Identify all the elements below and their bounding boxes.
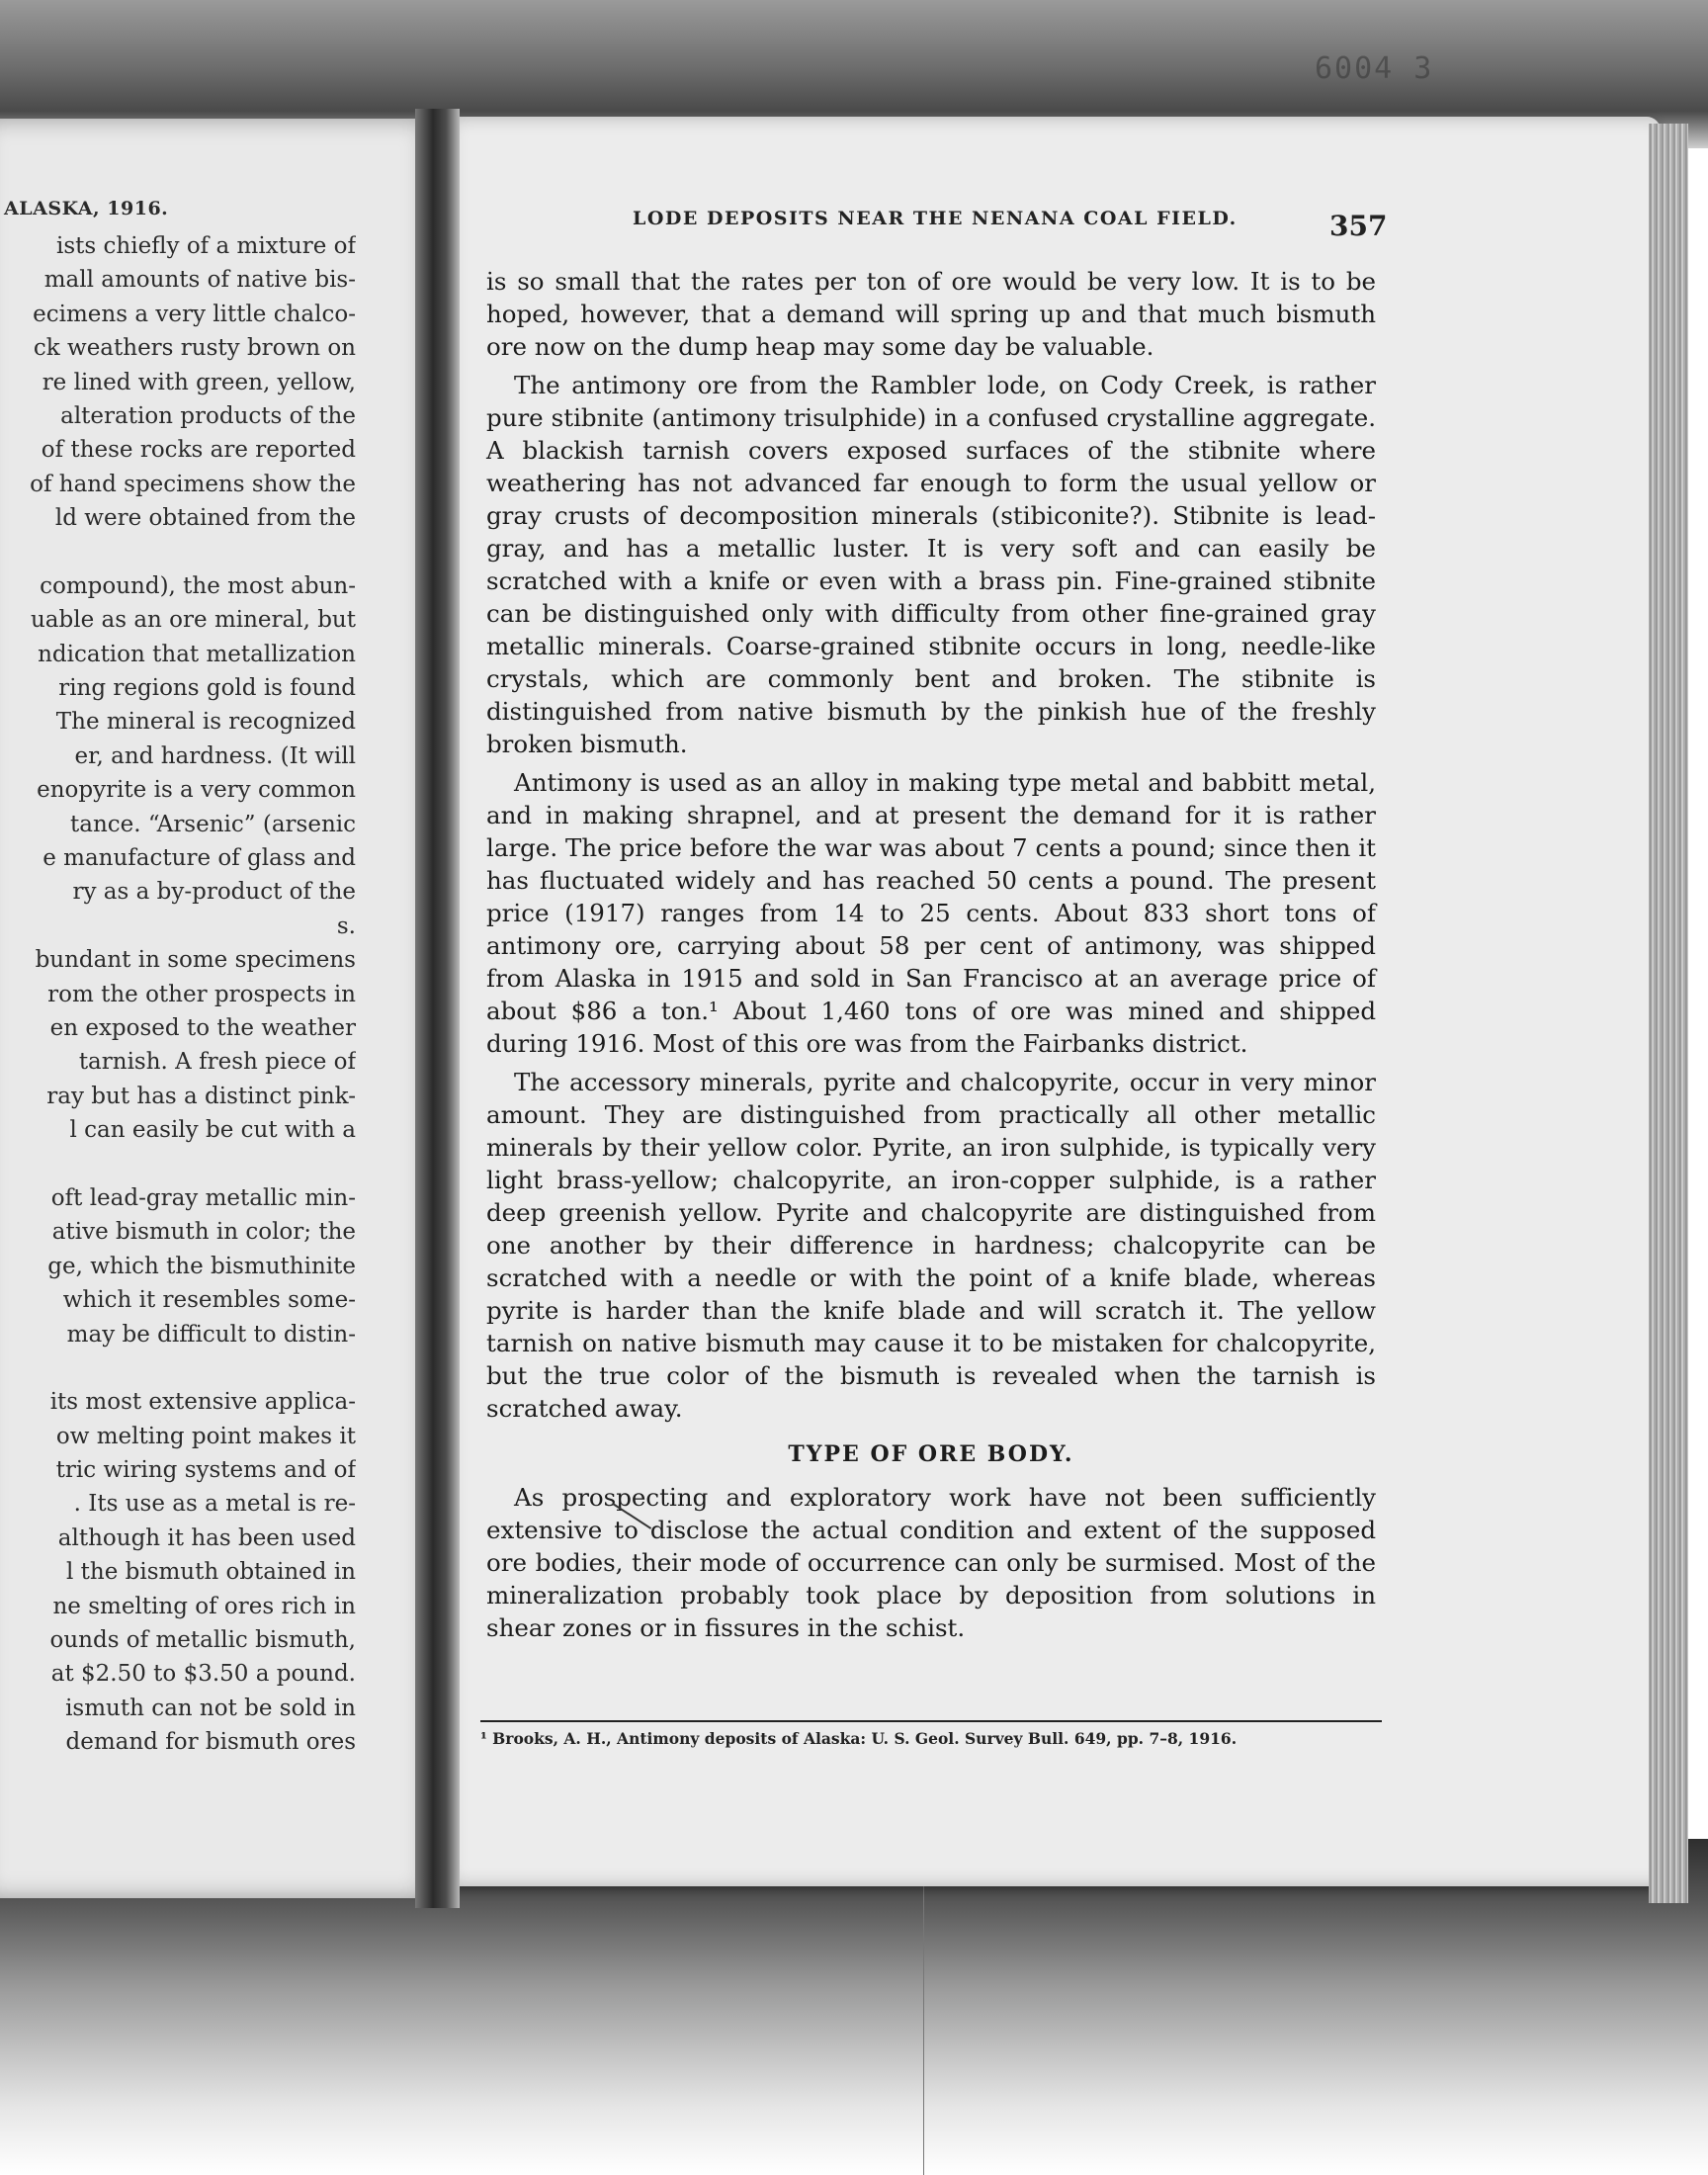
- left-page-line: s.: [336, 913, 356, 939]
- left-page-line: enopyrite is a very common: [37, 777, 356, 804]
- left-page-line: ecimens a very little chalco-: [33, 301, 356, 327]
- left-page-line: ray but has a distinct pink-: [46, 1083, 356, 1109]
- left-page-line: of hand specimens show the: [30, 471, 356, 497]
- left-page-line: demand for bismuth ores: [65, 1729, 356, 1756]
- left-page-line: ld were obtained from the: [54, 505, 356, 532]
- paragraph: As prospecting and exploratory work have not been sufficiently extensive to disclose the actual condition and extent of the supposed ore bodies, their mode of occurrence can only be surmised. Most of the mineralization probably took place by deposition from solutions in shear zones or in fissures in the schist.: [486, 1483, 1376, 1642]
- left-page-line: [0, 1148, 356, 1181]
- left-page-line: en exposed to the weather: [49, 1014, 356, 1041]
- left-page-line: l can easily be cut with a: [69, 1117, 356, 1144]
- left-page-line: re lined with green, yellow,: [42, 369, 356, 395]
- left-page-line: rom the other prospects in: [47, 981, 356, 1007]
- left-running-head: ALASKA, 1916.: [4, 198, 169, 219]
- left-page-line: compound), the most abun-: [40, 572, 356, 599]
- left-page-line: The mineral is recognized: [55, 709, 356, 736]
- left-page-line: of these rocks are reported: [41, 437, 356, 464]
- paragraph: The antimony ore from the Rambler lode, on Cody Creek, is rather pure stibnite (antimony trisulphide) in a confused crystalline aggregate. A blackish tarnish covers exposed surfaces of the stibnite where weathering has not advanced far enough to form the usual yellow or gray crusts of decomposition minerals (stibiconite?). Stibnite is lead-gray, and has a metallic luster. It is very soft and can easily be scratched with a knife or even with a brass pin. Fine-grained stibnite can be distinguished only with difficulty from other fine-grained gray metallic minerals. Coarse-grained stibnite occurs in long, needle-like crystals, which are commonly bent and broken. The stibnite is distinguished from native bismuth by the pinkish hue of the freshly broken bismuth.: [486, 371, 1376, 758]
- left-page-line: er, and hardness. (It will: [74, 742, 356, 769]
- left-page-line: tarnish. A fresh piece of: [78, 1049, 356, 1076]
- left-page-line: alteration products of the: [60, 402, 356, 429]
- section-heading: TYPE OF ORE BODY.: [788, 1441, 1074, 1467]
- left-page-line: ative bismuth in color; the: [51, 1219, 356, 1246]
- left-page-line: ow melting point makes it: [55, 1423, 356, 1449]
- left-page-line: ndication that metallization: [38, 641, 356, 667]
- page-number: 357: [1329, 210, 1388, 242]
- left-page-line: tric wiring systems and of: [55, 1457, 356, 1484]
- left-page-line: ck weathers rusty brown on: [33, 335, 356, 362]
- left-page-line: [0, 1351, 356, 1385]
- left-page-text: [0, 229, 356, 1760]
- left-page-line: [0, 536, 356, 569]
- left-page-line: tance. “Arsenic” (arsenic: [70, 811, 356, 837]
- left-page-line: ne smelting of ores rich in: [52, 1593, 356, 1619]
- left-page-line: mall amounts of native bis-: [43, 267, 356, 294]
- left-page-line: ring regions gold is found: [58, 675, 356, 702]
- paragraph: The accessory minerals, pyrite and chalcopyrite, occur in very minor amount. They are distinguished from practically all other metallic minerals by their yellow color. Pyrite, an iron sulphide, is typically very light brass-yellow; chalcopyrite, an iron-copper sulphide, is a rather deep greenish yellow. Pyrite and chalcopyrite are distinguished from one another by their difference in hardness; chalcopyrite can be scratched with a needle or with the point of a knife blade, whereas pyrite is harder than the knife blade and will scratch it. The yellow tarnish on native bismuth may cause it to be mistaken for chalcopyrite, but the true color of the bismuth is revealed when the tarnish is scratched away.: [486, 1068, 1376, 1423]
- left-page-line: . Its use as a metal is re-: [73, 1491, 356, 1518]
- left-page-line: although it has been used: [57, 1524, 356, 1551]
- left-page-line: ists chiefly of a mixture of: [56, 233, 356, 259]
- left-page-line: at $2.50 to $3.50 a pound.: [50, 1661, 356, 1688]
- book-gutter: [415, 109, 460, 1908]
- left-page-line: ry as a by-product of the: [72, 879, 356, 906]
- paragraph: is so small that the rates per ton of ore would be very low. It is to be hoped, however, that a demand will spring up and that much bismuth ore now on the dump heap may some day be valuable.: [486, 267, 1376, 361]
- left-page-line: e manufacture of glass and: [43, 845, 356, 872]
- left-page-line: bundant in some specimens: [35, 947, 356, 974]
- left-page-line: which it resembles some-: [62, 1287, 356, 1314]
- left-page-line: may be difficult to distin-: [66, 1321, 356, 1348]
- body-text: [486, 265, 1376, 1650]
- left-page-line: uable as an ore mineral, but: [30, 607, 356, 634]
- left-page-line: oft lead-gray metallic min-: [50, 1184, 356, 1211]
- footnote-rule: [480, 1720, 1382, 1722]
- running-head: LODE DEPOSITS NEAR THE NENANA COAL FIELD.: [633, 208, 1238, 229]
- page-edges: [1649, 124, 1688, 1903]
- left-page-line: l the bismuth obtained in: [65, 1559, 356, 1586]
- left-page-line: ge, which the bismuthinite: [47, 1253, 356, 1279]
- footnote: ¹ Brooks, A. H., Antimony deposits of Alaska: U. S. Geol. Survey Bull. 649, pp. 7–8, 1916.: [480, 1729, 1238, 1748]
- scan-artifact-line: [923, 1849, 924, 2175]
- paragraph: Antimony is used as an alloy in making type metal and babbitt metal, and in making shrapnel, and at present the demand for it is rather large. The price before the war was about 7 cents a pound; since then it has fluctuated widely and has reached 50 cents a pound. The present price (1917) ranges from 14 to 25 cents. About 833 short tons of antimony ore, carrying about 58 per cent of antimony, was shipped from Alaska in 1915 and sold in San Francisco at an average price of about $86 a ton.¹ About 1,460 tons of ore was mined and shipped during 1916. Most of this ore was from the Fairbanks district.: [486, 768, 1376, 1058]
- left-page-line: its most extensive applica-: [49, 1389, 356, 1416]
- archive-stamp: 6004 3: [1315, 51, 1434, 86]
- left-page-line: ounds of metallic bismuth,: [49, 1627, 356, 1654]
- left-page-line: ismuth can not be sold in: [65, 1695, 356, 1721]
